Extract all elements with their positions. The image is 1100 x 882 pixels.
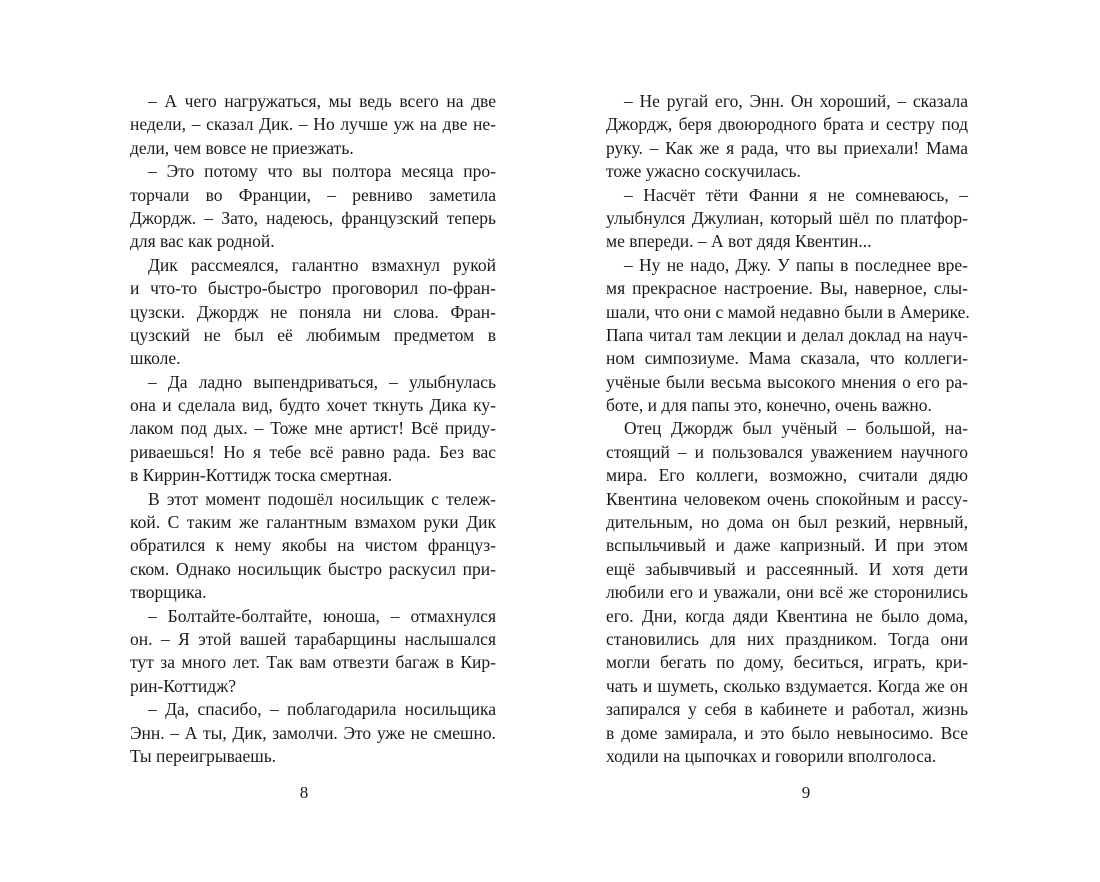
text-line: любили его и уважали, они всё же сторонились: [606, 582, 968, 603]
text-line: рин-Коттидж?: [130, 675, 237, 696]
text-line: обратился к нему якобы на чистом француз-: [130, 535, 496, 556]
text-line: для вас как родной.: [130, 231, 275, 252]
paragraph: [130, 160, 496, 254]
text-line: творщика.: [130, 582, 207, 603]
paragraph: [606, 184, 968, 254]
text-line: торчали во Франции, – ревниво заметила: [130, 184, 496, 205]
text-line: – Да ладно выпендриваться, – улыбнулась: [148, 371, 496, 392]
paragraph: [130, 90, 496, 160]
paragraph: [130, 488, 496, 605]
text-line: ном симпозиуме. Мама сказала, что коллеги-: [606, 348, 968, 369]
text-line: Отец Джордж был учёный – большой, на-: [624, 418, 968, 439]
text-line: становились для них праздником. Тогда они: [606, 628, 968, 649]
paragraph: [606, 90, 968, 184]
paragraph: [130, 698, 496, 768]
page-number-right: 9: [801, 783, 811, 802]
text-line: в Киррин-Коттидж тоска смертная.: [130, 465, 393, 486]
text-line: дительным, но дома он был резкий, нервный,: [606, 512, 968, 533]
paragraph: [606, 254, 968, 418]
text-line: лаком под дых. – Тоже мне артист! Всё приду-: [130, 418, 496, 439]
text-line: недели, – сказал Дик. – Но лучше уж на две не-: [130, 114, 496, 135]
text-line: Ты переигрываешь.: [130, 745, 277, 766]
text-line: цузски. Джордж не поняла ни слова. Фран-: [130, 301, 496, 322]
text-line: могли бегать по дому, беситься, играть, кри-: [606, 652, 968, 673]
text-line: школе.: [130, 348, 181, 369]
paragraph: [130, 254, 496, 371]
text-line: руку. – Как же я рада, что вы приехали! Мама: [606, 137, 968, 158]
right-page-text: [606, 90, 968, 768]
text-line: Энн. – А ты, Дик, замолчи. Это уже не смешно.: [130, 722, 496, 743]
text-line: она и сделала вид, будто хочет ткнуть Дика ку-: [130, 395, 496, 416]
text-line: ме впереди. – А вот дядя Квентин...: [606, 231, 872, 252]
text-line: кой. С таким же галантным взмахом руки Дик: [130, 512, 496, 533]
text-line: чать и шуметь, сколько вздумается. Когда же он: [606, 675, 968, 696]
text-line: он. – Я этой вашей тарабарщины наслышался: [130, 628, 496, 649]
text-line: – Насчёт тёти Фанни я не сомневаюсь, –: [624, 184, 968, 205]
text-line: цузский не был её любимым предметом в: [130, 324, 496, 345]
text-line: Квентина человеком очень спокойным и рассу-: [606, 488, 968, 509]
text-line: и что-то быстро-быстро проговорил по-фран-: [130, 278, 496, 299]
text-line: Джордж, беря двоюродного брата и сестру под: [606, 114, 968, 135]
text-line: шали, что они с мамой недавно были в Америке.: [606, 301, 970, 322]
text-line: вспыльчивый и даже капризный. И при этом: [606, 535, 968, 556]
text-line: – Болтайте-болтайте, юноша, – отмахнулся: [148, 605, 496, 626]
text-line: ещё забывчивый и рассеянный. И хотя дети: [606, 558, 968, 579]
paragraph: [130, 371, 496, 488]
text-line: в доме замирала, и это было невыносимо. Все: [606, 722, 968, 743]
text-line: его. Дни, когда дяди Квентина не было дома,: [606, 605, 968, 626]
text-line: Дик рассмеялся, галантно взмахнул рукой: [148, 254, 496, 275]
left-page-text: [130, 90, 496, 768]
text-line: стоящий – и пользовался уважением научного: [606, 441, 968, 462]
text-line: ском. Однако носильщик быстро раскусил при-: [130, 558, 496, 579]
text-line: учёные были весьма высокого мнения о его ра-: [606, 371, 968, 392]
text-line: боте, и для папы это, конечно, очень важно.: [606, 395, 932, 416]
text-line: В этот момент подошёл носильщик с тележ-: [148, 488, 496, 509]
text-line: мя прекрасное настроение. Вы, наверное, слы-: [606, 278, 968, 299]
text-line: дели, чем вовсе не приезжать.: [130, 137, 354, 158]
text-line: Папа читал там лекции и делал доклад на науч-: [606, 324, 968, 345]
text-line: запирался у себя в кабинете и работал, жизнь: [606, 699, 968, 720]
text-line: – Ну не надо, Джу. У папы в последнее вре-: [624, 254, 968, 275]
text-line: риваешься! Но я тебе всё равно рада. Без вас: [130, 441, 496, 462]
paragraph: [606, 417, 968, 768]
text-line: Джордж. – Зато, надеюсь, французский теперь: [130, 207, 496, 228]
text-line: – Да, спасибо, – поблагодарила носильщика: [148, 699, 496, 720]
text-line: – Не ругай его, Энн. Он хороший, – сказала: [624, 91, 968, 111]
page-number-left: 8: [299, 783, 309, 802]
text-line: мира. Его коллеги, возможно, считали дядю: [606, 465, 968, 486]
text-line: тут за много лет. Так вам отвезти багаж в Кир-: [130, 652, 496, 673]
paragraph: [130, 605, 496, 699]
text-line: улыбнулся Джулиан, который шёл по платфор-: [606, 207, 968, 228]
text-line: ходили на цыпочках и говорили вполголоса.: [606, 745, 937, 766]
text-line: – А чего нагружаться, мы ведь всего на две: [148, 91, 496, 111]
text-line: – Это потому что вы полтора месяца про-: [148, 161, 496, 182]
text-line: тоже ужасно соскучилась.: [606, 161, 801, 182]
